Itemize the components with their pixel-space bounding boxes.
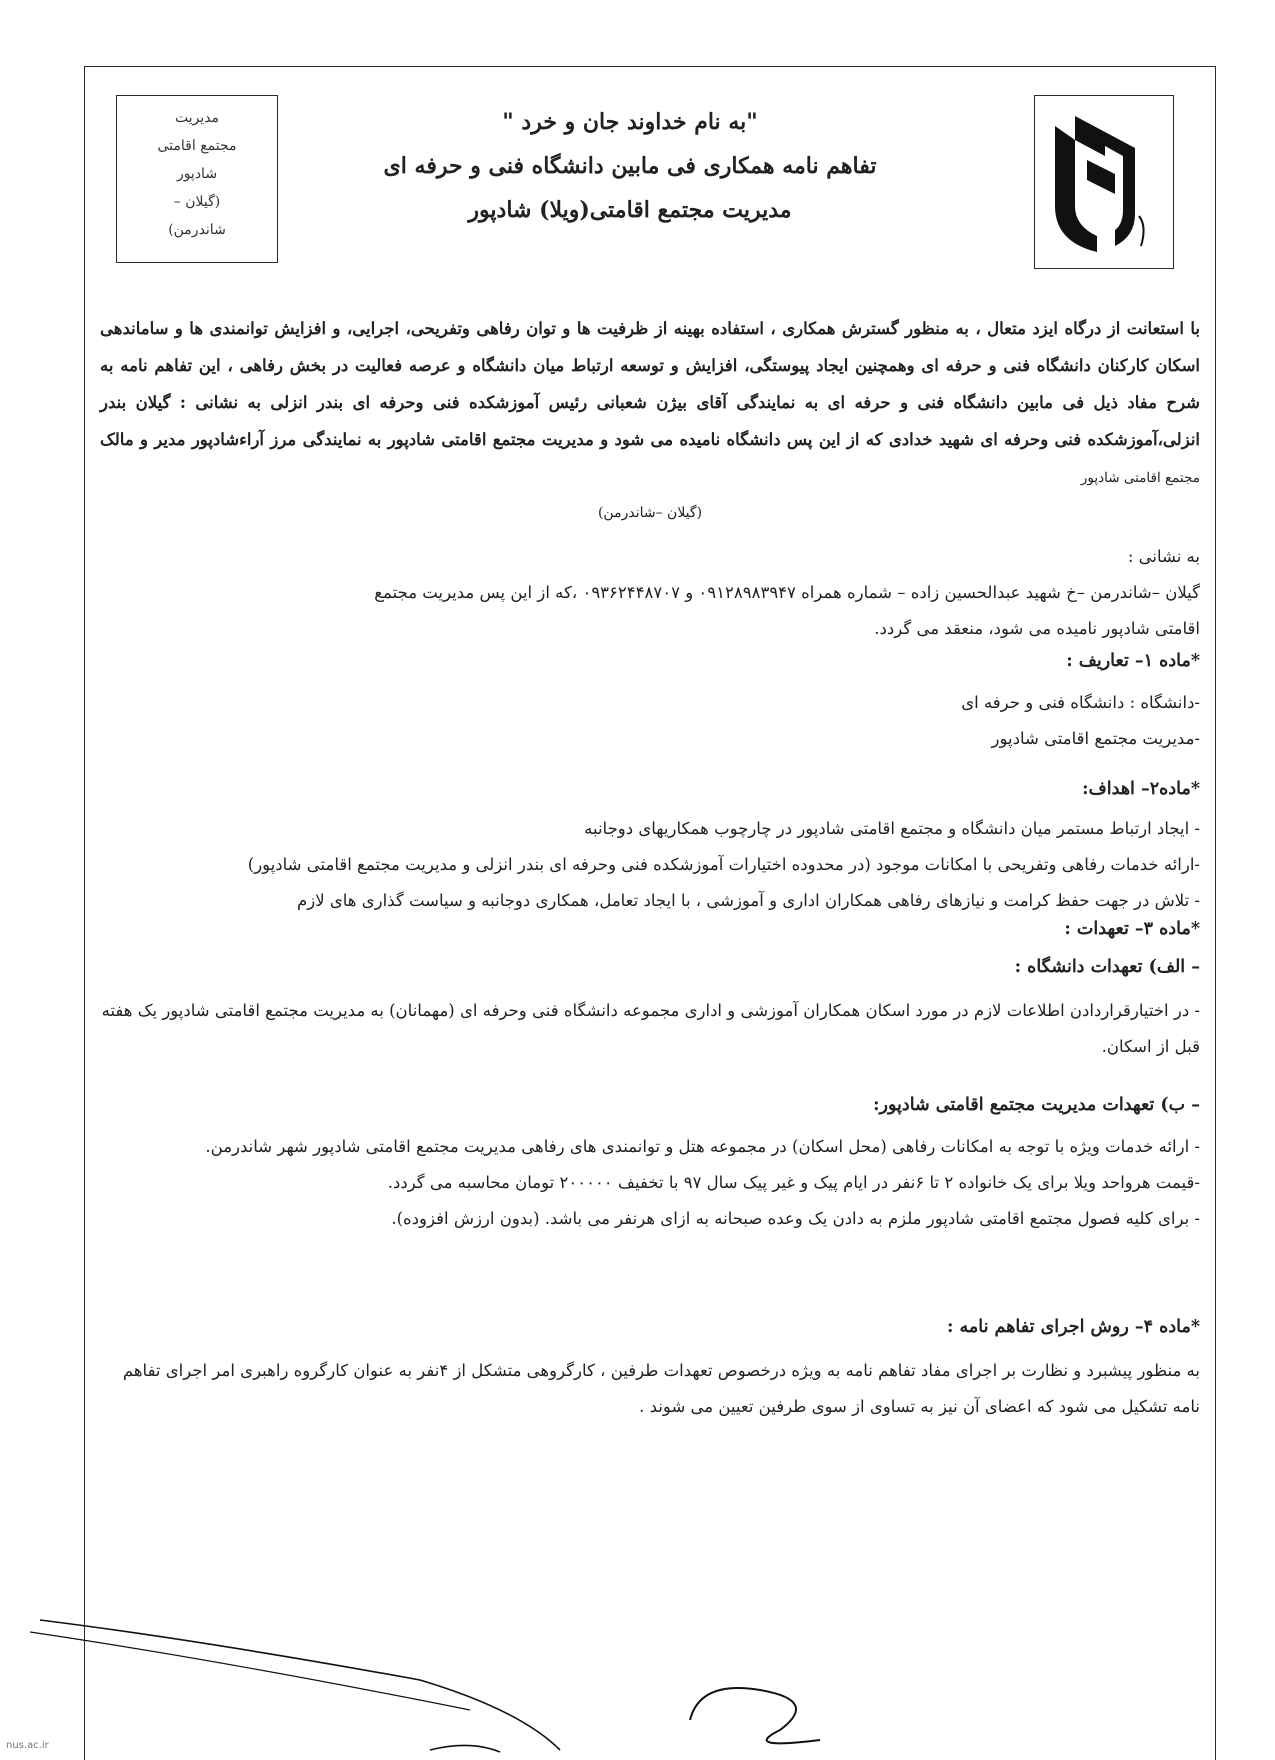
stamp-line: (گیلان – [173,194,221,210]
article3-sub-a-text: - در اختیارقراردادن اطلاعات لازم در مورد اسکان همکاران آموزشی و اداری مجموعه دانشگاه فنی وحرفه ای (مهمانان) به مدیریت مجتمع اقامتی شادپور یک هفته قبل از اسکان. [101,1001,1200,1056]
handwritten-signature [0,1600,1275,1755]
watermark: nus.ac.ir [6,1740,49,1751]
location-note: (گیلان –شاندرمن) [597,505,703,521]
address-tail: اقامتی شادپور نامیده می شود، منعقد می گردد. [874,619,1200,638]
article4-text: به منظور پیشبرد و نظارت بر اجرای مفاد تفاهم نامه به ویژه درخصوص تعهدات طرفین ، کارگروهی متشکل از ۴نفر به عنوان کارگروه راهبری امر اجرای تفاهم نامه تشکیل می شود که اعضای آن نیز به تساوی از سوی طرفین تعیین می شوند . [122,1361,1200,1416]
article1-heading: *ماده ۱– تعاریف : [1066,651,1200,671]
document-body [100,310,1200,1425]
article1-item: -دانشگاه : دانشگاه فنی و حرفه ای [961,693,1200,712]
article1-item: -مدیریت مجتمع اقامتی شادپور [991,729,1200,748]
article3-sub-b-item: -قیمت هرواحد ویلا برای یک خانواده ۲ تا ۶نفر در ایام پیک و غیر پیک سال ۹۷ با تخفیف ۲۰۰۰۰۰ تومان محاسبه می گردد. [387,1173,1200,1192]
address-text: گیلان –شاندرمن –خ شهید عبدالحسین زاده – شماره همراه ۰۹۱۲۸۹۸۳۹۴۷ و ۰۹۳۶۲۴۴۸۷۰۷ ،که از این پس مدیریت مجتمع [374,583,1200,602]
article4-heading: *ماده ۴– روش اجرای تفاهم نامه : [946,1317,1200,1337]
article2-item: - تلاش در جهت حفظ کرامت و نیازهای رفاهی همکاران اداری و آموزشی ، با ایجاد تعامل، همکاری دوجانبه و سیاست گذاری های لازم [297,891,1200,910]
article2-item: - ایجاد ارتباط مستمر میان دانشگاه و مجتمع اقامتی شادپور در چارچوب همکاریهای دوجانبه [584,819,1200,838]
article3-sub-b-item: - ارائه خدمات ویژه با توجه به امکانات رفاهی (محل اسکان) در مجموعه هتل و توانمندی های رفاهی مدیریت مجتمع اقامتی شادپور شهر شاندرمن. [205,1137,1200,1156]
article2-heading: *ماده۲– اهداف: [1082,779,1200,799]
article3-sub-b-item: - برای کلیه فصول مجتمع اقامتی شادپور ملزم به دادن یک وعده صبحانه به ازای هرنفر می باشد. (بدون ارزش افزوده). [391,1209,1200,1228]
article3-sub-a-heading: – الف) تعهدات دانشگاه : [1014,957,1200,977]
university-logo [1034,95,1174,269]
intro-text: با استعانت از درگاه ایزد متعال ، به منظور گسترش همکاری ، استفاده بهینه از ظرفیت ها و توان رفاهی وتفریحی، اجرایی، و افزایش توانمندی ها و ساماندهی اسکان کارکنان دانشگاه فنی و حرفه ای وهمچنین ایجاد پیوستگی، افزایش و توسعه ارتباط میان دانشگاه و عرصه فعالیت در بخش رفاهی ، این تفاهم نامه به شرح مفاد ذیل فی مابین دانشگاه فنی و حرفه ای به نمایندگی آقای بیژن شعبانی رئیس آموزشکده فنی وحرفه ای بندر انزلی به نشانی : گیلان بندر انزلی،آموزشکده فنی وحرفه ای شهید خدادی که از این پس دانشگاه نامیده می شود و مدیریت مجتمع اقامتی شادپور به نمایندگی مرز آراءشادپور مدیر و مالک [100,319,1200,449]
document-subtitle: مدیریت مجتمع اقامتی(ویلا) شادپور [468,197,792,223]
intro-tail: مجتمع اقامتی شادپور [1080,470,1200,486]
stamp-box [116,95,278,263]
document-header [330,100,930,232]
stamp-line: مدیریت [174,110,220,126]
stamp-line: شاندرمن) [168,222,226,238]
university-logo-icon [1035,96,1173,268]
basmala: "به نام خداوند جان و خرد " [502,109,758,135]
article3-sub-b-heading: – ب) تعهدات مدیریت مجتمع اقامتی شادپور: [873,1095,1200,1115]
intro-paragraph [100,310,1200,497]
stamp-line: مجتمع اقامتی [157,138,237,154]
address-label: به نشانی : [1127,547,1200,566]
article2-item: -ارائه خدمات رفاهی وتفریحی با امکانات موجود (در محدوده اختیارات آموزشکده فنی وحرفه ای بندر انزلی و مدیریت مجتمع اقامتی شادپور) [247,855,1200,874]
document-title: تفاهم نامه همکاری فی مابین دانشگاه فنی و حرفه ای [383,153,877,179]
article3-heading: *ماده ۳– تعهدات : [1064,919,1200,939]
stamp-line: شادپور [176,166,218,182]
